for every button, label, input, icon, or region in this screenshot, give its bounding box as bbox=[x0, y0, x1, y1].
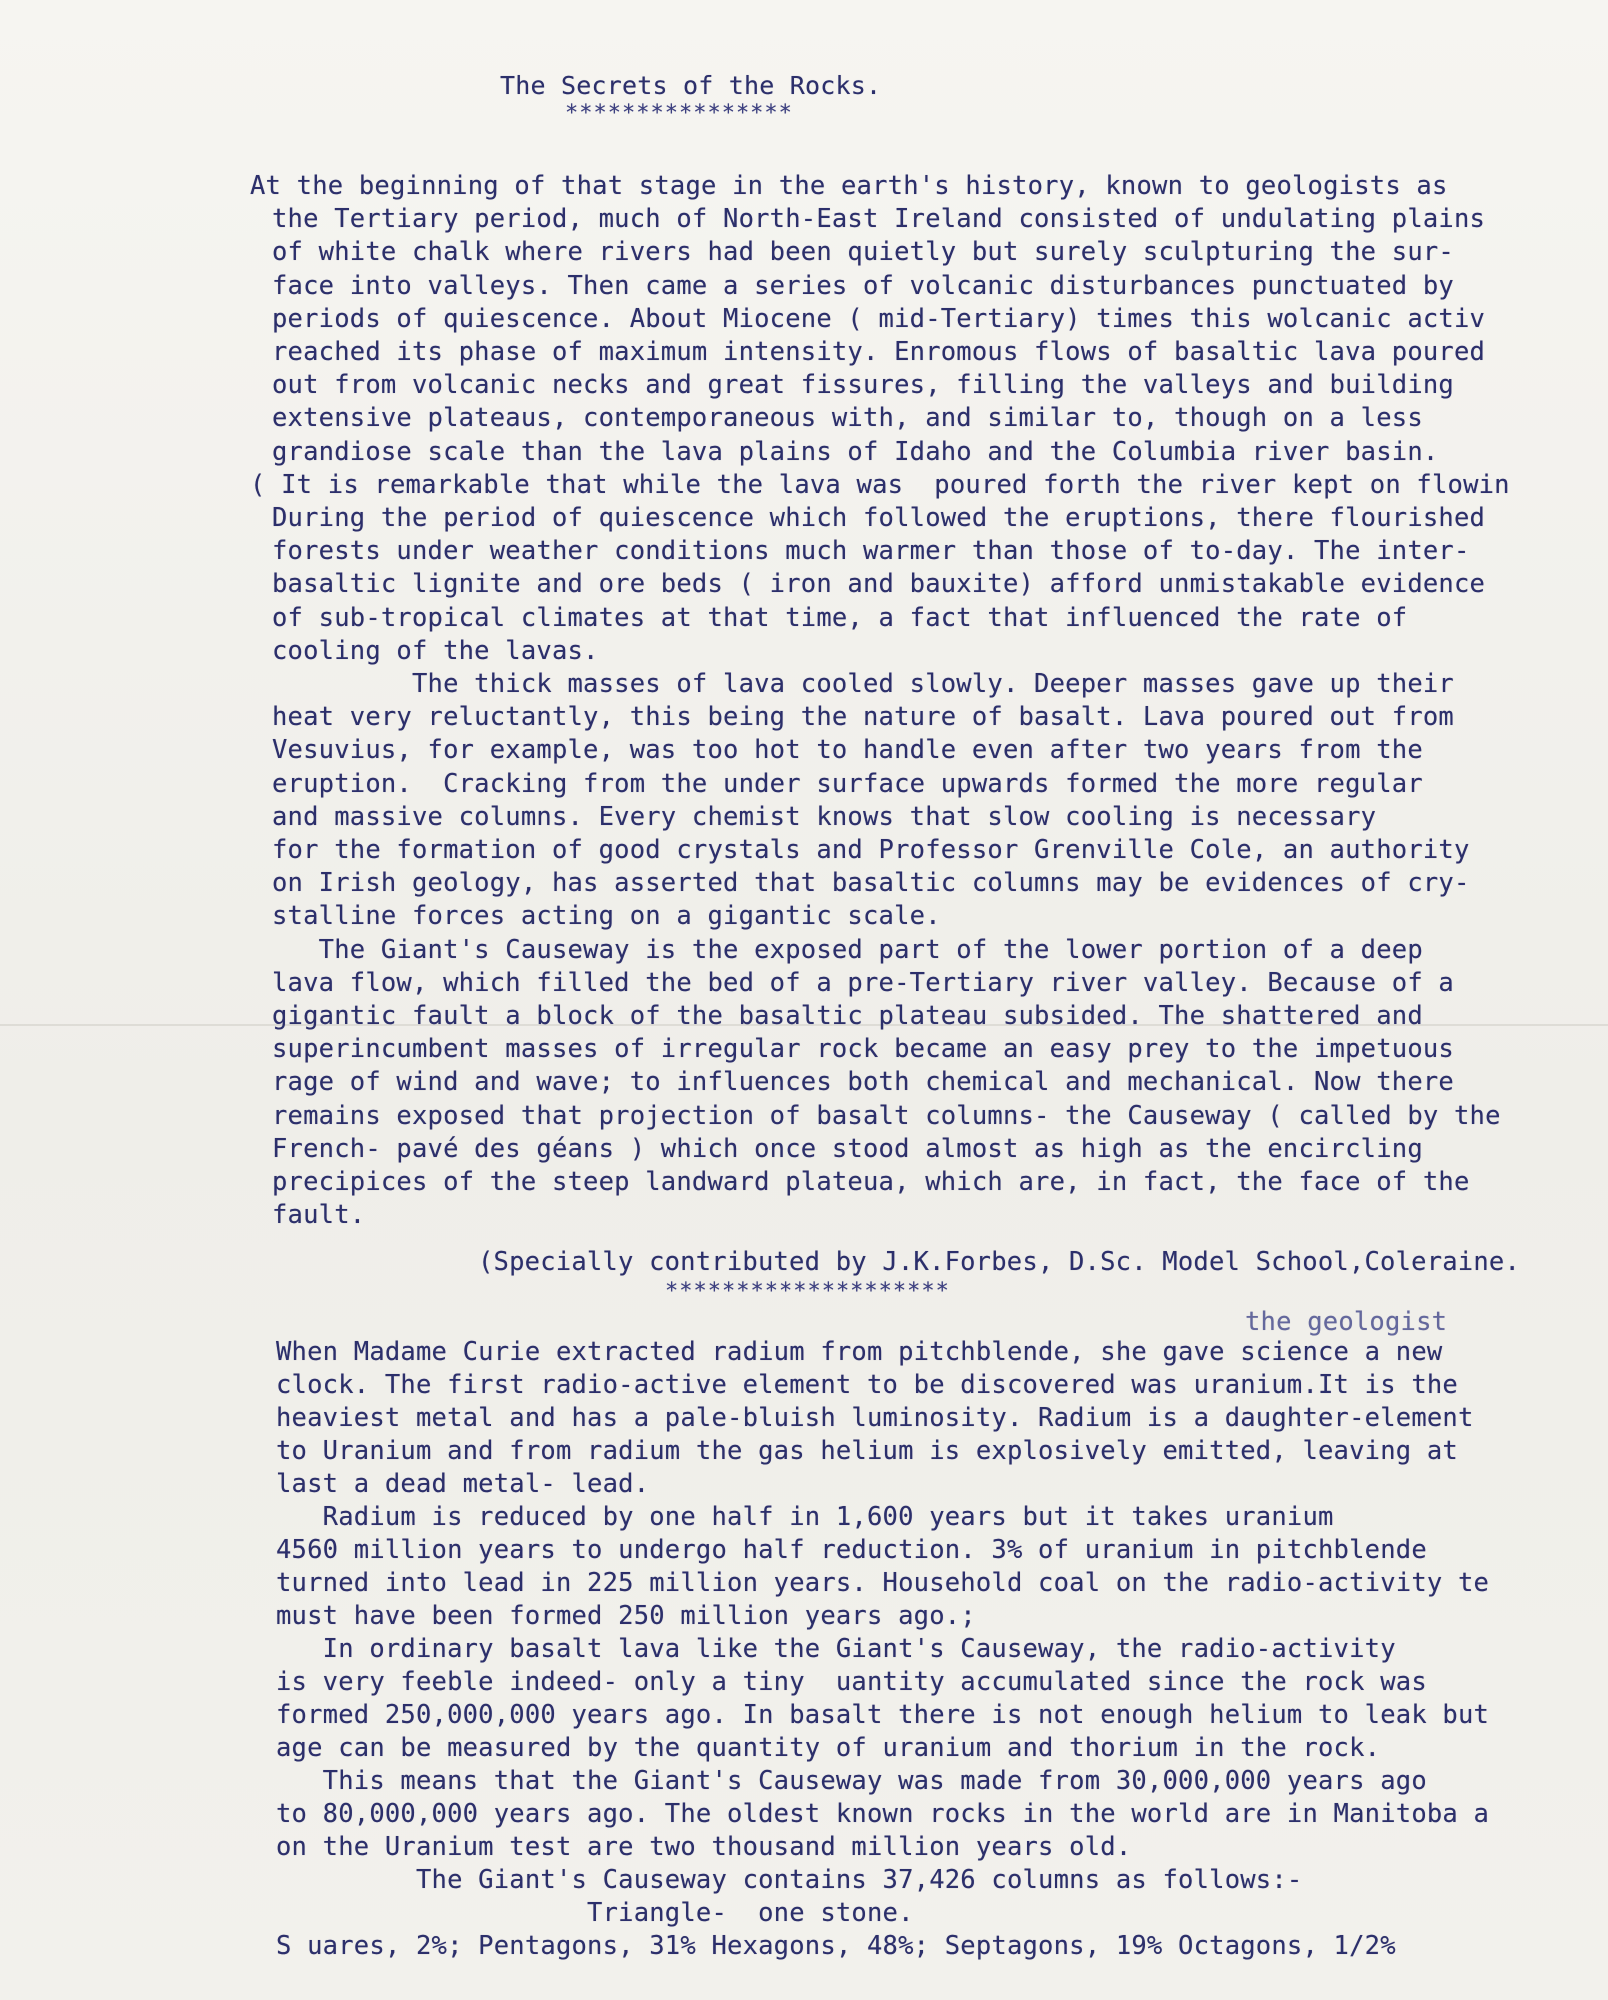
handwritten-insertion: the geologist bbox=[1245, 1307, 1448, 1337]
text-line: age can be measured by the quantity of uranium and thorium in the rock. bbox=[276, 1733, 1381, 1763]
text-line: In ordinary basalt lava like the Giant's Causeway, the radio-activity bbox=[276, 1634, 1396, 1664]
text-line: fault. bbox=[272, 1200, 366, 1231]
text-line: forests under weather conditions much warmer than those of to-day. The inter- bbox=[272, 536, 1470, 567]
text-line: formed 250,000,000 years ago. In basalt there is not enough helium to leak but bbox=[276, 1700, 1490, 1730]
text-line: extensive plateaus, contemporaneous with, and similar to, though on a less bbox=[272, 403, 1423, 434]
text-line: of white chalk where rivers had been quietly but surely sculpturing the sur- bbox=[272, 237, 1454, 268]
text-line: Triangle- one stone. bbox=[276, 1898, 914, 1928]
text-line: 4560 million years to undergo half reduction. 3% of uranium in pitchblende bbox=[276, 1535, 1427, 1565]
text-line: precipices of the steep landward plateua, which are, in fact, the face of the bbox=[272, 1167, 1470, 1197]
text-line: is very feeble indeed- only a tiny uantity accumulated since the rock was bbox=[276, 1667, 1427, 1697]
text-line: superincumbent masses of irregular rock became an easy prey to the impetuous bbox=[272, 1034, 1454, 1065]
text-line: gigantic fault a block of the basaltic plateau subsided. The shattered and bbox=[272, 1001, 1423, 1031]
text-line: During the period of quiescence which followed the eruptions, there flourished bbox=[272, 503, 1486, 533]
text-line: rage of wind and wave; to influences both chemical and mechanical. Now there bbox=[272, 1067, 1454, 1098]
text-line: lava flow, which filled the bed of a pre-Tertiary river valley. Because of a bbox=[272, 967, 1454, 998]
text-line: ( It is remarkable that while the lava was poured forth the river kept on flowin bbox=[250, 469, 1510, 500]
text-line: turned into lead in 225 million years. Household coal on the radio-activity te bbox=[276, 1568, 1490, 1598]
text-line: last a dead metal- lead. bbox=[276, 1469, 650, 1499]
text-line: At the beginning of that stage in the earth's history, known to geologists as bbox=[250, 171, 1448, 201]
text-line: to Uranium and from radium the gas helium is explosively emitted, leaving at bbox=[276, 1436, 1458, 1466]
text-line: basaltic lignite and ore beds ( iron and bauxite) afford unmistakable evidence bbox=[272, 569, 1486, 600]
text-line: on the Uranium test are two thousand million years old. bbox=[276, 1832, 1132, 1862]
text-line: French- pavé des géans ) which once stood almost as high as the encircling bbox=[272, 1133, 1423, 1164]
text-line: clock. The first radio-active element to be discovered was uranium.It is the bbox=[276, 1370, 1458, 1400]
text-line: Radium is reduced by one half in 1,600 years but it takes uranium bbox=[276, 1502, 1334, 1532]
text-line: reached its phase of maximum intensity. Enromous flows of basaltic lava poured bbox=[272, 337, 1486, 367]
text-line: heaviest metal and has a pale-bluish luminosity. Radium is a daughter-element bbox=[276, 1403, 1474, 1433]
text-line: remains exposed that projection of basalt columns- the Causeway ( called by the bbox=[272, 1100, 1501, 1131]
text-line: The Giant's Causeway contains 37,426 columns as follows:- bbox=[276, 1865, 1303, 1895]
title-rule: **************** bbox=[565, 101, 793, 126]
text-line: face into valleys. Then came a series of volcanic disturbances punctuated by bbox=[272, 270, 1454, 301]
text-line: stalline forces acting on a gigantic scale. bbox=[272, 901, 941, 932]
text-line: This means that the Giant's Causeway was made from 30,000,000 years ago bbox=[276, 1766, 1427, 1796]
text-line: cooling of the lavas. bbox=[272, 635, 599, 666]
text-line: eruption. Cracking from the under surface upwards formed the more regular bbox=[272, 768, 1423, 799]
text-line: the Tertiary period, much of North-East Ireland consisted of undulating plains bbox=[272, 204, 1486, 235]
text-line: Vesuvius, for example, was too hot to handle even after two years from the bbox=[272, 735, 1423, 766]
text-line: to 80,000,000 years ago. The oldest known rocks in the world are in Manitoba a bbox=[276, 1799, 1490, 1829]
text-line: for the formation of good crystals and Professor Grenville Cole, an authority bbox=[272, 835, 1470, 865]
text-line: S uares, 2%; Pentagons, 31% Hexagons, 48%; Septagons, 19% Octagons, 1/2% bbox=[276, 1931, 1396, 1961]
text-line: out from volcanic necks and great fissures, filling the valleys and building bbox=[272, 370, 1454, 401]
text-line: periods of quiescence. About Miocene ( mid-Tertiary) times this wolcanic activ bbox=[272, 303, 1486, 334]
text-line: The thick masses of lava cooled slowly. Deeper masses gave up their bbox=[272, 669, 1454, 699]
text-line: and massive columns. Every chemist knows that slow cooling is necessary bbox=[272, 801, 1377, 832]
text-line: heat very reluctantly, this being the nature of basalt. Lava poured out from bbox=[272, 702, 1454, 733]
page-title: The Secrets of the Rocks. bbox=[500, 71, 882, 100]
credit-rule: ******************** bbox=[665, 1279, 950, 1304]
credit-line: (Specially contributed by J.K.Forbes, D.Sc. Model School,Coleraine. bbox=[478, 1247, 1521, 1277]
text-line: grandiose scale than the lava plains of Idaho and the Columbia river basin. bbox=[272, 436, 1439, 467]
text-line: The Giant's Causeway is the exposed part of the lower portion of a deep bbox=[272, 934, 1423, 965]
text-line: on Irish geology, has asserted that basaltic columns may be evidences of cry- bbox=[272, 868, 1470, 899]
text-line: When Madame Curie extracted radium from pitchblende, she gave science a new bbox=[276, 1337, 1443, 1367]
text-line: must have been formed 250 million years ago.; bbox=[276, 1601, 976, 1631]
text-line: of sub-tropical climates at that time, a fact that influenced the rate of bbox=[272, 602, 1408, 633]
